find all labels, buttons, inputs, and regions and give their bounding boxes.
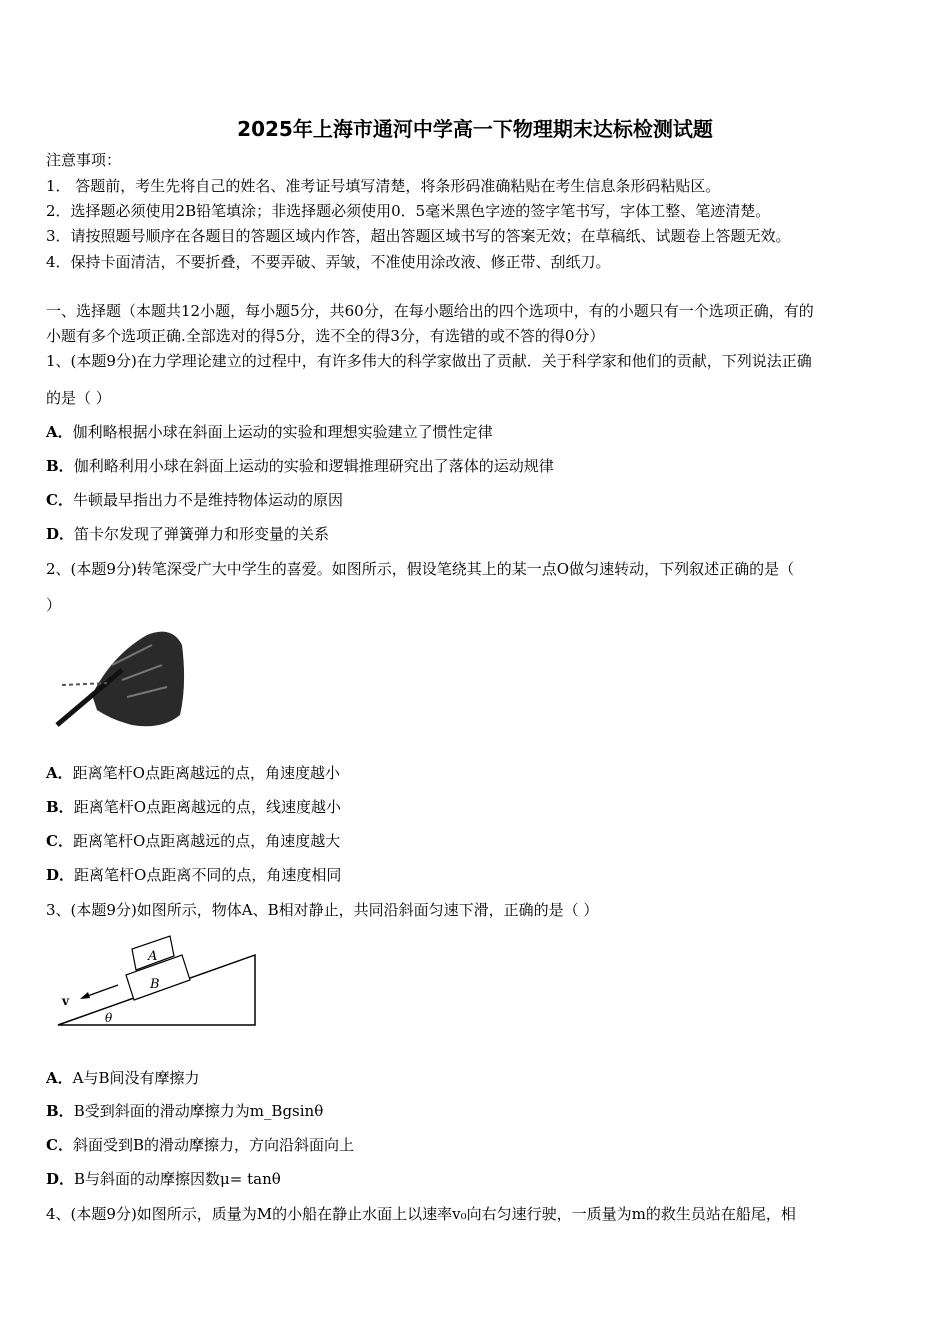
block-a-label: A [148,949,158,964]
question-2-stem: ） [46,596,62,614]
notice-item: 4．保持卡面清洁，不要折叠，不要弄破、弄皱，不准使用涂改液、修正带、刮纸刀。 [46,253,611,271]
option: D．B与斜面的动摩擦因数μ= tanθ [46,1170,281,1188]
option: B．B受到斜面的滑动摩擦力为m_Bgsinθ [46,1102,324,1120]
question-2-stem: 2、(本题9分)转笔深受广大中学生的喜爱。如图所示，假设笔绕其上的某一点O做匀速转动，下列叙述正确的是（ [46,560,795,578]
notice-heading: 注意事项： [46,151,122,169]
option: D．笛卡尔发现了弹簧弹力和形变量的关系 [46,525,330,543]
block-b-label: B [150,977,160,992]
angle-label: θ [105,1011,113,1025]
option: A．伽利略根据小球在斜面上运动的实验和理想实验建立了惯性定律 [46,423,493,441]
option: B．距离笔杆O点距离越远的点，线速度越小 [46,798,341,816]
notice-item: 3．请按照题号顺序在各题目的答题区域内作答，超出答题区域书写的答案无效；在草稿纸、试题卷上答题无效。 [46,227,791,245]
page-title: 2025年上海市通河中学高一下物理期末达标检测试题 [237,117,713,141]
question-1-stem: 1、(本题9分)在力学理论建立的过程中，有许多伟大的科学家做出了贡献．关于科学家和他们的贡献，下列说法正确 [46,352,812,370]
section-heading: 一、选择题（本题共12小题，每小题5分，共60分，在每小题给出的四个选项中，有的小题只有一个选项正确，有的 [46,302,814,320]
velocity-label: v [62,994,69,1008]
notice-item: 1． 答题前，考生先将自己的姓名、准考证号填写清楚，将条形码准确粘贴在考生信息条形码粘贴区。 [46,177,721,195]
section-heading: 小题有多个选项正确.全部选对的得5分，选不全的得3分，有选错的或不答的得0分） [46,327,605,345]
incline-diagram [50,930,260,1030]
notice-item: 2．选择题必须使用2B铅笔填涂；非选择题必须使用0．5毫米黑色字迹的签字笔书写，字体工整、笔迹清楚。 [46,202,771,220]
option: D．距离笔杆O点距离不同的点，角速度相同 [46,866,342,884]
option: A．距离笔杆O点距离越远的点，角速度越小 [46,764,340,782]
option: A．A与B间没有摩擦力 [46,1069,200,1087]
question-4-stem: 4、(本题9分)如图所示，质量为M的小船在静止水面上以速率v₀向右匀速行驶，一质量为m的救生员站在船尾，相 [46,1205,796,1223]
question-1-stem: 的是（ ） [46,389,111,407]
option: B．伽利略利用小球在斜面上运动的实验和逻辑推理研究出了落体的运动规律 [46,457,554,475]
option: C．牛顿最早指出力不是维持物体运动的原因 [46,491,343,509]
pen-spinning-hand-image [52,625,187,737]
option: C．斜面受到B的滑动摩擦力，方向沿斜面向上 [46,1136,354,1154]
option: C．距离笔杆O点距离越远的点，角速度越大 [46,832,341,850]
question-3-stem: 3、(本题9分)如图所示，物体A、B相对静止，共同沿斜面匀速下滑，正确的是（ ） [46,901,599,919]
